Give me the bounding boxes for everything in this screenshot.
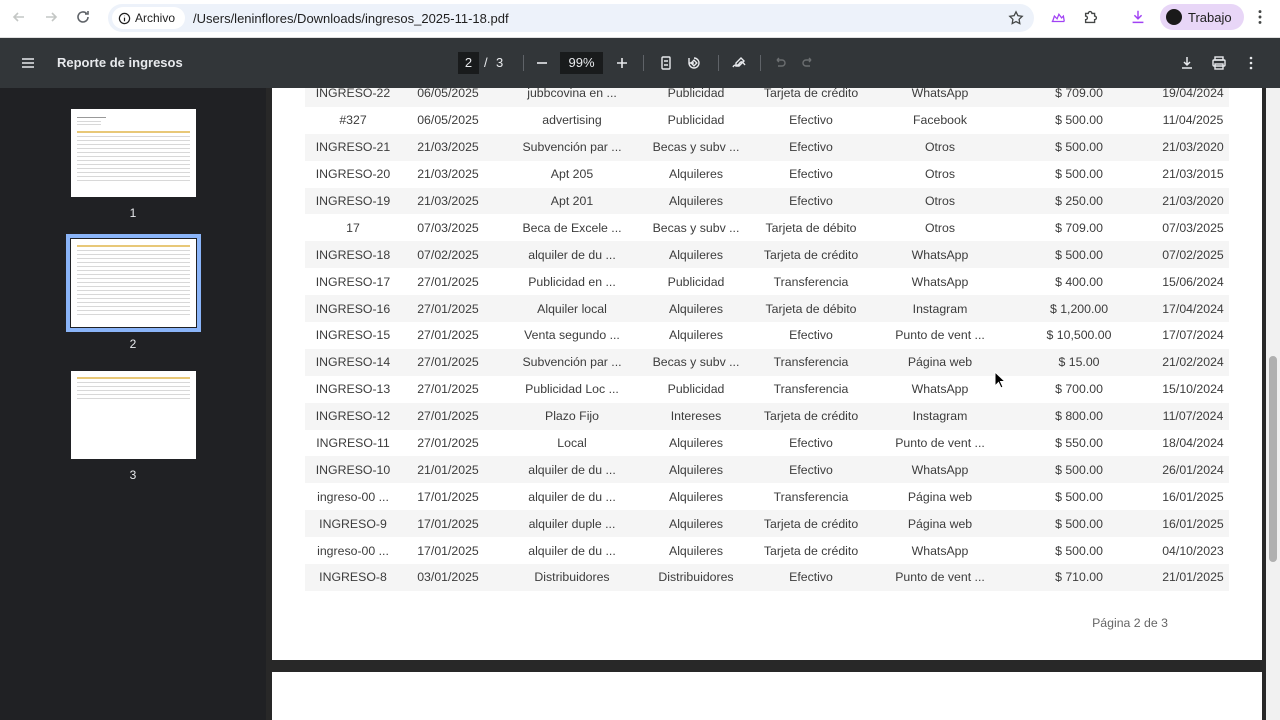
rotate-icon[interactable] bbox=[684, 53, 704, 73]
page-thumbnail-3[interactable] bbox=[71, 371, 196, 459]
table-row bbox=[305, 537, 1229, 564]
table-cell: Efectivo bbox=[743, 322, 879, 349]
zoom-in-icon[interactable] bbox=[612, 53, 632, 73]
table-cell: $ 500.00 bbox=[1001, 510, 1157, 537]
table-row bbox=[305, 456, 1229, 483]
table-cell: $ 500.00 bbox=[1001, 107, 1157, 134]
table-cell: ingreso-00 ... bbox=[305, 537, 401, 564]
thumbnail-label: 2 bbox=[129, 337, 137, 351]
redo-icon[interactable] bbox=[798, 53, 818, 73]
avatar bbox=[1166, 9, 1182, 25]
table-row bbox=[305, 88, 1229, 107]
table-cell: INGRESO-13 bbox=[305, 376, 401, 403]
performance-icon[interactable] bbox=[1048, 7, 1068, 27]
table-row bbox=[305, 241, 1229, 268]
table-cell: Alquiler local bbox=[495, 295, 649, 322]
document-title: Reporte de ingresos bbox=[57, 55, 183, 70]
table-cell: $ 700.00 bbox=[1001, 376, 1157, 403]
table-row bbox=[305, 403, 1229, 430]
table-cell: Publicidad bbox=[649, 88, 743, 107]
table-cell: Otros bbox=[879, 161, 1001, 188]
table-row bbox=[305, 376, 1229, 403]
table-cell: Otros bbox=[879, 214, 1001, 241]
table-cell: 15/10/2024 bbox=[1157, 376, 1229, 403]
table-cell: 21/02/2024 bbox=[1157, 349, 1229, 376]
table-cell: Tarjeta de débito bbox=[743, 295, 879, 322]
page-separator: / bbox=[484, 55, 488, 70]
toolbar-divider bbox=[643, 55, 644, 71]
table-cell: Venta segundo ... bbox=[495, 322, 649, 349]
table-cell: Local bbox=[495, 430, 649, 457]
table-cell: Apt 201 bbox=[495, 188, 649, 215]
table-cell: 27/01/2025 bbox=[401, 376, 495, 403]
table-row bbox=[305, 349, 1229, 376]
table-cell: 11/07/2024 bbox=[1157, 403, 1229, 430]
toolbar-divider bbox=[760, 55, 761, 71]
forward-arrow-icon[interactable] bbox=[35, 1, 67, 33]
table-cell: Becas y subv ... bbox=[649, 349, 743, 376]
table-cell: 21/01/2025 bbox=[401, 456, 495, 483]
table-cell: 07/03/2025 bbox=[401, 214, 495, 241]
pdf-toolbar bbox=[0, 38, 1280, 88]
toolbar-divider bbox=[523, 55, 524, 71]
table-cell: $ 550.00 bbox=[1001, 430, 1157, 457]
download-icon[interactable] bbox=[1177, 53, 1197, 73]
table-cell: 21/03/2025 bbox=[401, 188, 495, 215]
site-info-label: Archivo bbox=[135, 11, 176, 25]
table-cell: Efectivo bbox=[743, 107, 879, 134]
table-cell: INGRESO-22 bbox=[305, 88, 401, 107]
table-cell: $ 500.00 bbox=[1001, 161, 1157, 188]
reload-icon[interactable] bbox=[67, 1, 99, 33]
table-cell: Efectivo bbox=[743, 430, 879, 457]
table-cell: Distribuidores bbox=[495, 564, 649, 591]
back-arrow-icon[interactable] bbox=[3, 1, 35, 33]
table-cell: 19/04/2024 bbox=[1157, 88, 1229, 107]
table-cell: INGRESO-15 bbox=[305, 322, 401, 349]
menu-icon[interactable] bbox=[18, 53, 38, 73]
table-cell: Alquileres bbox=[649, 456, 743, 483]
table-cell: 17/07/2024 bbox=[1157, 322, 1229, 349]
table-cell: Beca de Excele ... bbox=[495, 214, 649, 241]
table-cell: INGRESO-18 bbox=[305, 241, 401, 268]
table-cell: $ 500.00 bbox=[1001, 134, 1157, 161]
table-cell: 27/01/2025 bbox=[401, 295, 495, 322]
table-cell: 21/01/2025 bbox=[1157, 564, 1229, 591]
table-cell: Subvención par ... bbox=[495, 349, 649, 376]
pdf-viewer[interactable] bbox=[266, 88, 1280, 720]
table-cell: WhatsApp bbox=[879, 88, 1001, 107]
table-cell: 27/01/2025 bbox=[401, 322, 495, 349]
table-cell: Becas y subv ... bbox=[649, 214, 743, 241]
table-cell: 07/03/2025 bbox=[1157, 214, 1229, 241]
table-cell: INGRESO-12 bbox=[305, 403, 401, 430]
table-cell: alquiler de du ... bbox=[495, 483, 649, 510]
table-cell: alquiler de du ... bbox=[495, 456, 649, 483]
table-cell: Otros bbox=[879, 188, 1001, 215]
table-cell: $ 1,200.00 bbox=[1001, 295, 1157, 322]
undo-icon[interactable] bbox=[770, 53, 790, 73]
table-cell: $ 800.00 bbox=[1001, 403, 1157, 430]
more-vert-icon[interactable] bbox=[1241, 53, 1261, 73]
table-cell: 17/01/2025 bbox=[401, 537, 495, 564]
table-cell: 21/03/2020 bbox=[1157, 188, 1229, 215]
table-row bbox=[305, 188, 1229, 215]
mouse-cursor-icon bbox=[994, 371, 1006, 389]
table-cell: INGRESO-14 bbox=[305, 349, 401, 376]
table-cell: $ 500.00 bbox=[1001, 537, 1157, 564]
table-cell: Publicidad bbox=[649, 376, 743, 403]
table-cell: 21/03/2020 bbox=[1157, 134, 1229, 161]
table-row bbox=[305, 214, 1229, 241]
table-cell: Publicidad Loc ... bbox=[495, 376, 649, 403]
table-cell: Plazo Fijo bbox=[495, 403, 649, 430]
more-vert-icon[interactable] bbox=[1250, 7, 1270, 27]
table-cell: 17/01/2025 bbox=[401, 483, 495, 510]
table-cell: Punto de vent ... bbox=[879, 564, 1001, 591]
table-cell: Facebook bbox=[879, 107, 1001, 134]
table-cell: $ 10,500.00 bbox=[1001, 322, 1157, 349]
table-cell: 27/01/2025 bbox=[401, 268, 495, 295]
table-cell: Intereses bbox=[649, 403, 743, 430]
table-cell: Tarjeta de crédito bbox=[743, 403, 879, 430]
table-cell: Tarjeta de débito bbox=[743, 214, 879, 241]
table-cell: 21/03/2025 bbox=[401, 161, 495, 188]
table-cell: $ 500.00 bbox=[1001, 456, 1157, 483]
table-cell: 16/01/2025 bbox=[1157, 483, 1229, 510]
table-cell: advertising bbox=[495, 107, 649, 134]
page-number-input[interactable]: 2 bbox=[458, 52, 479, 74]
site-info-chip[interactable] bbox=[112, 7, 185, 29]
table-row bbox=[305, 161, 1229, 188]
table-cell: Efectivo bbox=[743, 134, 879, 161]
table-cell: Alquileres bbox=[649, 483, 743, 510]
star-icon[interactable] bbox=[1008, 10, 1024, 26]
table-cell: alquiler duple ... bbox=[495, 510, 649, 537]
table-cell: 21/03/2015 bbox=[1157, 161, 1229, 188]
zoom-out-icon[interactable] bbox=[532, 53, 552, 73]
table-cell: Subvención par ... bbox=[495, 134, 649, 161]
table-cell: Distribuidores bbox=[649, 564, 743, 591]
fit-page-icon[interactable] bbox=[656, 53, 676, 73]
pdf-page-2 bbox=[272, 88, 1262, 660]
table-cell: 03/01/2025 bbox=[401, 564, 495, 591]
table-cell: Tarjeta de crédito bbox=[743, 537, 879, 564]
annotate-icon[interactable] bbox=[729, 53, 749, 73]
table-cell: alquiler de du ... bbox=[495, 537, 649, 564]
table-cell: INGRESO-11 bbox=[305, 430, 401, 457]
table-cell: ingreso-00 ... bbox=[305, 483, 401, 510]
table-cell: 27/01/2025 bbox=[401, 349, 495, 376]
toolbar-divider bbox=[718, 55, 719, 71]
table-cell: 27/01/2025 bbox=[401, 430, 495, 457]
table-cell: 06/05/2025 bbox=[401, 88, 495, 107]
table-cell: WhatsApp bbox=[879, 268, 1001, 295]
table-cell: INGRESO-8 bbox=[305, 564, 401, 591]
print-icon[interactable] bbox=[1209, 53, 1229, 73]
browser-toolbar bbox=[0, 0, 1280, 38]
table-cell: Tarjeta de crédito bbox=[743, 510, 879, 537]
table-cell: WhatsApp bbox=[879, 537, 1001, 564]
viewer-scrollbar[interactable] bbox=[1266, 88, 1280, 720]
table-cell: INGRESO-9 bbox=[305, 510, 401, 537]
table-cell: Transferencia bbox=[743, 483, 879, 510]
table-cell: 18/04/2024 bbox=[1157, 430, 1229, 457]
table-cell: $ 709.00 bbox=[1001, 214, 1157, 241]
table-cell: $ 710.00 bbox=[1001, 564, 1157, 591]
extensions-icon[interactable] bbox=[1081, 7, 1101, 27]
page-thumbnail-1[interactable] bbox=[71, 109, 196, 197]
table-cell: Alquileres bbox=[649, 430, 743, 457]
thumbnail-sidebar bbox=[0, 88, 266, 720]
profile-chip[interactable] bbox=[1160, 4, 1244, 30]
table-cell: Otros bbox=[879, 134, 1001, 161]
table-cell: 17 bbox=[305, 214, 401, 241]
table-cell: WhatsApp bbox=[879, 376, 1001, 403]
page-footer: Página 2 de 3 bbox=[1092, 616, 1168, 630]
table-cell: Página web bbox=[879, 349, 1001, 376]
table-cell: INGRESO-20 bbox=[305, 161, 401, 188]
table-cell: 07/02/2025 bbox=[401, 241, 495, 268]
table-row bbox=[305, 295, 1229, 322]
table-cell: $ 400.00 bbox=[1001, 268, 1157, 295]
table-cell: 17/01/2025 bbox=[401, 510, 495, 537]
table-cell: Instagram bbox=[879, 295, 1001, 322]
table-cell: Alquileres bbox=[649, 241, 743, 268]
table-cell: 04/10/2023 bbox=[1157, 537, 1229, 564]
table-cell: jubbcovina en ... bbox=[495, 88, 649, 107]
info-icon bbox=[118, 12, 131, 25]
table-cell: Página web bbox=[879, 510, 1001, 537]
table-cell: Efectivo bbox=[743, 161, 879, 188]
table-cell: 07/02/2025 bbox=[1157, 241, 1229, 268]
table-cell: Efectivo bbox=[743, 188, 879, 215]
page-thumbnail-2[interactable] bbox=[71, 239, 196, 327]
table-cell: Alquileres bbox=[649, 161, 743, 188]
table-cell: INGRESO-16 bbox=[305, 295, 401, 322]
table-cell: Efectivo bbox=[743, 456, 879, 483]
table-cell: $ 500.00 bbox=[1001, 241, 1157, 268]
table-cell: 16/01/2025 bbox=[1157, 510, 1229, 537]
table-row bbox=[305, 564, 1229, 591]
table-row bbox=[305, 430, 1229, 457]
table-cell: $ 250.00 bbox=[1001, 188, 1157, 215]
table-cell: 15/06/2024 bbox=[1157, 268, 1229, 295]
table-cell: Alquileres bbox=[649, 322, 743, 349]
table-row bbox=[305, 107, 1229, 134]
table-cell: 26/01/2024 bbox=[1157, 456, 1229, 483]
table-cell: WhatsApp bbox=[879, 456, 1001, 483]
table-cell: Publicidad bbox=[649, 107, 743, 134]
table-cell: $ 500.00 bbox=[1001, 483, 1157, 510]
page-total: 3 bbox=[496, 55, 504, 70]
table-cell: Efectivo bbox=[743, 564, 879, 591]
table-cell: 06/05/2025 bbox=[401, 107, 495, 134]
table-cell: INGRESO-10 bbox=[305, 456, 401, 483]
scrollbar-thumb[interactable] bbox=[1269, 356, 1277, 562]
table-cell: Tarjeta de crédito bbox=[743, 88, 879, 107]
table-cell: Apt 205 bbox=[495, 161, 649, 188]
table-cell: 21/03/2025 bbox=[401, 134, 495, 161]
table-cell: Página web bbox=[879, 483, 1001, 510]
table-cell: 27/01/2025 bbox=[401, 403, 495, 430]
thumbnail-label: 1 bbox=[129, 206, 137, 220]
table-cell: Punto de vent ... bbox=[879, 322, 1001, 349]
table-cell: Alquileres bbox=[649, 295, 743, 322]
income-table bbox=[305, 88, 1229, 591]
table-cell: Punto de vent ... bbox=[879, 430, 1001, 457]
table-cell: alquiler de du ... bbox=[495, 241, 649, 268]
table-cell: #327 bbox=[305, 107, 401, 134]
zoom-input[interactable]: 99% bbox=[560, 52, 603, 74]
thumbnail-label: 3 bbox=[129, 468, 137, 482]
table-cell: Tarjeta de crédito bbox=[743, 241, 879, 268]
table-row bbox=[305, 134, 1229, 161]
table-cell: $ 15.00 bbox=[1001, 349, 1157, 376]
table-row bbox=[305, 322, 1229, 349]
table-row bbox=[305, 268, 1229, 295]
table-cell: INGRESO-17 bbox=[305, 268, 401, 295]
table-cell: Alquileres bbox=[649, 510, 743, 537]
table-cell: Transferencia bbox=[743, 349, 879, 376]
table-row bbox=[305, 510, 1229, 537]
table-cell: Becas y subv ... bbox=[649, 134, 743, 161]
table-cell: INGRESO-19 bbox=[305, 188, 401, 215]
table-cell: Instagram bbox=[879, 403, 1001, 430]
table-cell: Publicidad bbox=[649, 268, 743, 295]
table-cell: Alquileres bbox=[649, 188, 743, 215]
profile-name: Trabajo bbox=[1188, 9, 1232, 25]
table-cell: 17/04/2024 bbox=[1157, 295, 1229, 322]
address-bar[interactable] bbox=[108, 4, 1034, 32]
table-cell: $ 709.00 bbox=[1001, 88, 1157, 107]
url-text[interactable]: /Users/leninflores/Downloads/ingresos_2025-11-18.pdf bbox=[193, 10, 509, 26]
pdf-page-3 bbox=[272, 672, 1262, 720]
table-cell: Publicidad en ... bbox=[495, 268, 649, 295]
table-cell: 11/04/2025 bbox=[1157, 107, 1229, 134]
download-icon[interactable] bbox=[1128, 7, 1148, 27]
table-cell: WhatsApp bbox=[879, 241, 1001, 268]
table-cell: Transferencia bbox=[743, 268, 879, 295]
table-cell: INGRESO-21 bbox=[305, 134, 401, 161]
table-cell: Transferencia bbox=[743, 376, 879, 403]
table-row bbox=[305, 483, 1229, 510]
table-cell: Alquileres bbox=[649, 537, 743, 564]
